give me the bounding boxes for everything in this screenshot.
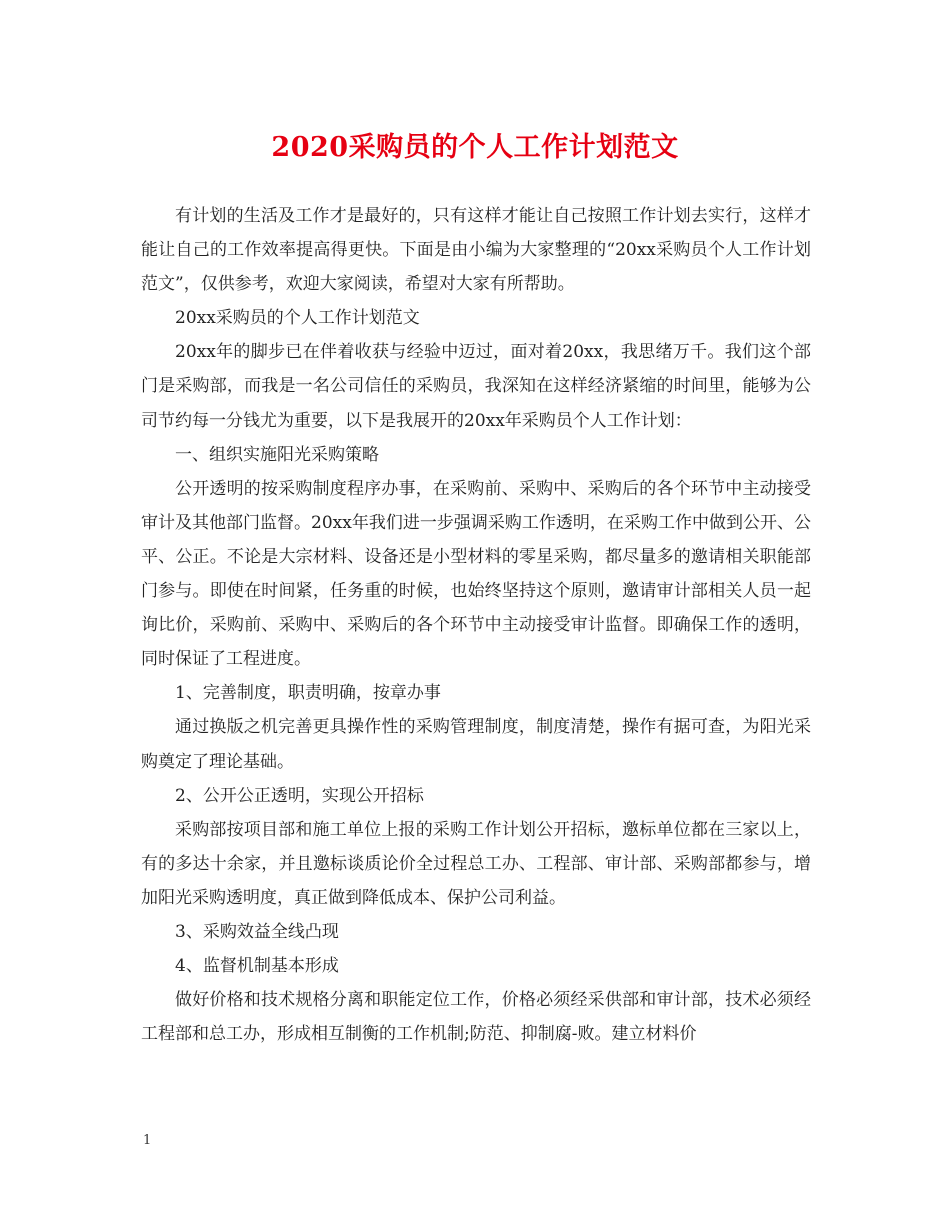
paragraph: 公开透明的按采购制度程序办事，在采购前、采购中、采购后的各个环节中主动接受审计及其他部门监督。20xx年我们进一步强调采购工作透明，在采购工作中做到公开、公平、公正。不论是大宗材料、设备还是小型材料的零星采购，都尽量多的邀请相关职能部门参与。即使在时间紧，任务重的时候，也始终坚持这个原则，邀请审计部相关人员一起询比价，采购前、采购中、采购后的各个环节中主动接受审计监督。即确保工作的透明，同时保证了工程进度。 <box>141 478 811 670</box>
paragraph: 采购部按项目部和施工单位上报的采购工作计划公开招标，邀标单位都在三家以上，有的多达十余家，并且邀标谈质论价全过程总工办、工程部、审计部、采购部都参与，增加阳光采购透明度，真正做到降低成本、保护公司利益。 <box>141 819 811 908</box>
paragraph: 做好价格和技术规格分离和职能定位工作，价格必须经采供部和审计部，技术必须经工程部和总工办，形成相互制衡的工作机制;防范、抑制腐-败。建立材料价 <box>141 990 811 1045</box>
paragraph: 20xx年的脚步已在伴着收获与经验中迈过，面对着20xx，我思绪万千。我们这个部门是采购部，而我是一名公司信任的采购员，我深知在这样经济紧缩的时间里，能够为公司节约每一分钱尤为重要，以下是我展开的20xx年采购员个人工作计划： <box>141 342 811 431</box>
section-heading: 一、组织实施阳光采购策略 <box>175 444 379 465</box>
subsection-heading: 2、公开公正透明，实现公开招标 <box>175 785 424 806</box>
paragraph: 通过换版之机完善更具操作性的采购管理制度，制度清楚，操作有据可查，为阳光采购奠定了理论基础。 <box>141 717 811 772</box>
page-number: 1 <box>143 1133 152 1148</box>
paragraph: 有计划的生活及工作才是最好的，只有这样才能让自己按照工作计划去实行，这样才能让自己的工作效率提高得更快。下面是由小编为大家整理的“20xx采购员个人工作计划范文”，仅供参考，欢迎大家阅读，希望对大家有所帮助。 <box>141 206 811 295</box>
subsection-heading: 3、采购效益全线凸现 <box>175 921 339 942</box>
document-body <box>141 199 811 1051</box>
subsection-heading: 1、完善制度，职责明确，按章办事 <box>175 683 441 704</box>
paragraph: 20xx采购员的个人工作计划范文 <box>175 308 420 329</box>
document-title: 2020采购员的个人工作计划范文 <box>271 132 679 163</box>
subsection-heading: 4、监督机制基本形成 <box>175 956 339 977</box>
